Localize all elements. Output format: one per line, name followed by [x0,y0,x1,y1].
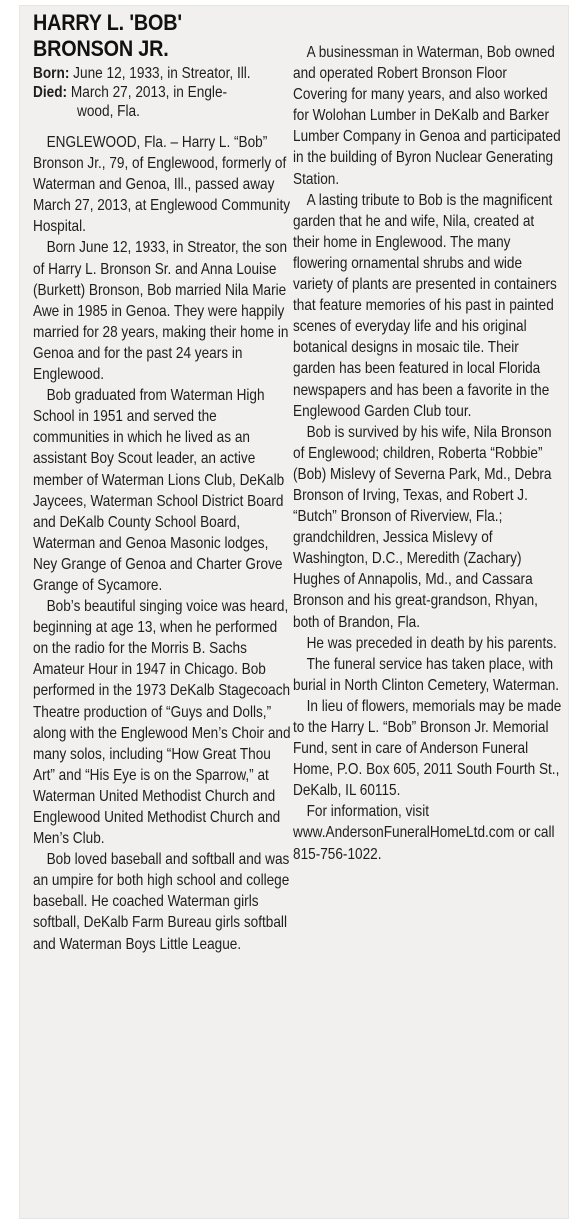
paragraph: Bob is survived by his wife, Nila Bronson of Englewood; children, Roberta “Robbie” (Bob) Mislevy of Severna Park, Md., Debra Bronson of Irving, Texas, and Robert J. “Butch” Bronson of Riverview, Fla.; grandchildren, Jessica Mislevy of Washington, D.C., Meredith (Zachary) Hughes of Annapolis, Md., and Cassara Bronson and his great-grandson, Rhyan, both of Brandon, Fla. [293,423,552,631]
newspaper-clipping [20,6,568,1218]
right-body [293,6,563,865]
born-label: Born: [33,65,70,82]
headline-line-2: BRONSON JR. [33,36,169,61]
paragraph: ENGLEWOOD, Fla. – Harry L. “Bob” Bronson Jr., 79, of Englewood, formerly of Waterman and Genoa, Ill., passed away March 27, 2013, at Englewood Community Hospital. [33,134,291,236]
died-label: Died: [33,84,68,101]
headline-line-1: HARRY L. 'BOB' [33,10,182,35]
paragraph: The funeral service has taken place, with burial in North Clinton Cemetery, Waterman. [293,655,560,694]
vital-dates [33,64,295,132]
left-column [33,6,295,955]
paragraph: Bob’s beautiful singing voice was heard, beginning at age 13, when he performed on the radio for the Morris B. Sachs Amateur Hour in 1947 in Chicago. Bob performed in the 1973 DeKalb Stagecoach Theatre production of “Guys and Dolls,” along with the Englewood Men’s Choir and many solos, including “How Great Thou Art” and “His Eye is on the Sparrow,” at Waterman United Methodist Church and Englewood United Methodist Church and Men’s Club. [33,598,291,848]
obituary-headline [33,10,297,62]
left-body [33,132,295,955]
right-column [293,6,565,865]
paragraph: Bob loved baseball and softball and was an umpire for both high school and college baseball. He coached Waterman girls softball, DeKalb Farm Bureau girls softball and Waterman Boys Little League. [33,851,290,953]
paragraph: Bob graduated from Waterman High School in 1951 and served the communities in which he lived as an assistant Boy Scout leader, an active member of Waterman Lions Club, DeKalb Jaycees, Waterman School District Board and DeKalb County School Board, Waterman and Genoa Masonic lodges, Ney Grange of Genoa and Charter Grove Grange of Sycamore. [33,387,285,594]
died-value-2: wood, Fla. [77,103,140,120]
paragraph: A lasting tribute to Bob is the magnificent garden that he and wife, Nila, created at their home in Englewood. The many flowering ornamental shrubs and wide variety of plants are presented in containers that feature memories of his past in painted scenes of everyday life and his original botanical designs in mosaic tile. Their garden has been featured in local Florida newspapers and has been a favorite in the Englewood Garden Club tour. [293,191,557,420]
paragraph: He was preceded in death by his parents. [306,634,557,652]
born-line [33,64,295,83]
paragraph: Born June 12, 1933, in Streator, the son of Harry L. Bronson Sr. and Anna Louise (Burkett) Bronson, Bob married Nila Marie Awe in 1985 in Genoa. They were happily married for 28 years, making their home in Genoa and for the past 24 years in Englewood. [33,239,289,384]
paragraph: In lieu of flowers, memorials may be made to the Harry L. “Bob” Bronson Jr. Memorial Fund, sent in care of Anderson Funeral Home, P.O. Box 605, 2011 South Fourth St., DeKalb, IL 60115. [293,697,562,800]
born-value: June 12, 1933, in Streator, Ill. [73,65,251,82]
paragraph: For information, visit www.AndersonFuneralHomeLtd.com or call 815-756-1022. [293,803,555,863]
died-line [33,83,295,121]
paragraph: A businessman in Waterman, Bob owned and operated Robert Bronson Floor Covering for many years, and also worked for Wolohan Lumber in DeKalb and Barker Lumber Company in Genoa and participated in the building of Byron Nuclear Generating Station. [293,44,561,188]
died-value-1: March 27, 2013, in Engle- [70,84,228,101]
